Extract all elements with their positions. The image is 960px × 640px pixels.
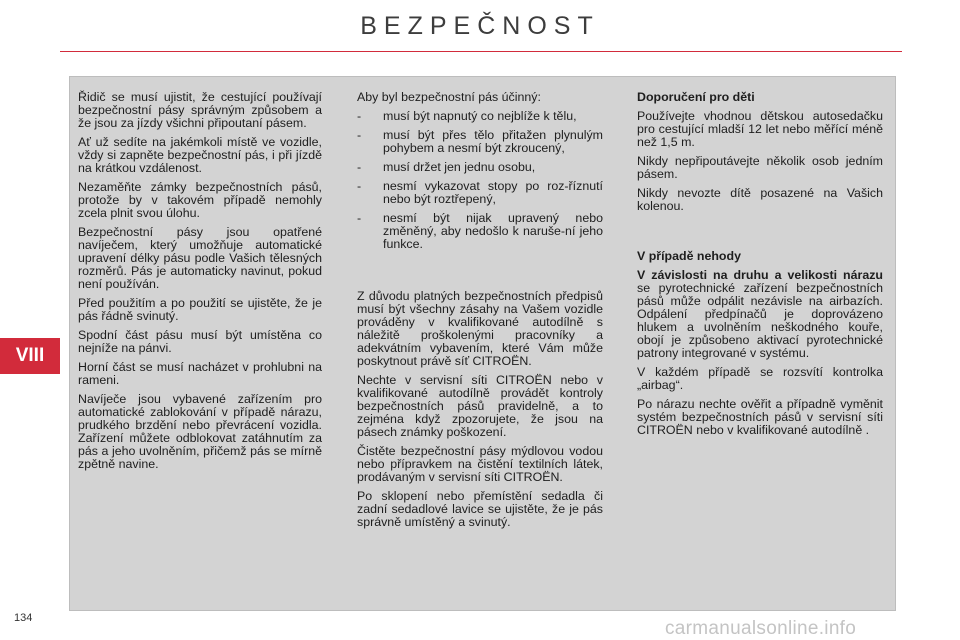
list-item-text: nesmí být nijak upravený nebo změněný, aby nedošlo k naruše-ní jeho funkce. bbox=[383, 211, 603, 251]
paragraph: Nikdy nevozte dítě posazené na Vašich kolenou. bbox=[637, 186, 883, 213]
paragraph: Používejte vhodnou dětskou autosedačku pro cestující mladší 12 let nebo měřící méně než 1,5 m. bbox=[637, 109, 883, 149]
section-heading-accident: V případě nehody bbox=[637, 249, 741, 263]
dash-bullet: - bbox=[357, 109, 362, 123]
paragraph bbox=[637, 269, 883, 360]
spacer bbox=[357, 257, 603, 290]
list-intro: Aby byl bezpečnostní pás účinný: bbox=[357, 90, 541, 104]
list-item-text: nesmí vykazovat stopy po roz-říznutí nebo být roztřepený, bbox=[383, 179, 603, 206]
list-item-text: musí držet jen jednu osobu, bbox=[383, 160, 536, 174]
dash-bullet: - bbox=[357, 179, 362, 193]
requirements-list bbox=[357, 110, 603, 251]
list-item bbox=[357, 110, 603, 123]
content-panel bbox=[69, 76, 896, 611]
column-left bbox=[78, 91, 322, 477]
paragraph: Po sklopení nebo přemístění sedadla či zadní sedadlové lavice se ujistěte, že je pás správně umístěný a svinutý. bbox=[357, 489, 603, 529]
paragraph: Horní část se musí nacházet v prohlubni na rameni. bbox=[78, 360, 322, 387]
dash-bullet: - bbox=[357, 128, 362, 142]
page-title: BEZPEČNOST bbox=[360, 12, 600, 40]
spacer bbox=[637, 219, 883, 250]
paragraph: Nikdy nepřipoutávejte několik osob jedním pásem. bbox=[637, 154, 883, 181]
paragraph: Po nárazu nechte ověřit a případně vyměnit systém bezpečnostních pásů v servisní síti CITROËN nebo v kvalifikované autodílně . bbox=[637, 397, 883, 437]
paragraph: Spodní část pásu musí být umístěna co nejníže na pánvi. bbox=[78, 328, 322, 355]
paragraph: Před použitím a po použití se ujistěte, že je pás řádně svinutý. bbox=[78, 296, 322, 323]
chapter-tab: VIII bbox=[0, 338, 60, 374]
paragraph: Z důvodu platných bezpečnostních předpisů musí být všechny zásahy na Vašem vozidle prováděny v kvalifikované autodílně s náležitě proškolenými pracovníky a adekvátním vybavením, které Vám může poskytnout právě síť CITROËN. bbox=[357, 289, 603, 368]
lead-rest-text: se pyrotechnické zařízení bezpečnostních pásů může odpálit nezávisle na airbazích. Odpálení předpínačů je doprovázeno hlukem a uvolněním neškodného kouře, obojí je způsobeno aktivací pyrotechnické patrony integrované v systému. bbox=[637, 281, 883, 360]
list-item bbox=[357, 212, 603, 251]
paragraph: Čistěte bezpečnostní pásy mýdlovou vodou nebo přípravkem na čistění textilních látek, prodávaným v servisní síti CITROËN. bbox=[357, 444, 603, 484]
watermark: carmanualsonline.info bbox=[665, 618, 857, 639]
list-item-text: musí být přes tělo přitažen plynulým pohybem a nesmí být zkroucený, bbox=[383, 128, 603, 155]
lead-bold-text: V závislosti na druhu a velikosti nárazu bbox=[637, 268, 883, 282]
title-divider bbox=[60, 51, 902, 52]
paragraph: Navíječe jsou vybavené zařízením pro automatické zablokování v případě nárazu, prudkého brzdění nebo převrácení vozidla. Zařízení můžete odblokovat zatáhnutím za pás a jeho uvolněním, přičemž pás se mírně zpětně navine. bbox=[78, 392, 322, 471]
page-number: 134 bbox=[14, 612, 33, 624]
column-middle bbox=[357, 91, 603, 535]
list-item-text: musí být napnutý co nejblíže k tělu, bbox=[383, 109, 577, 123]
dash-bullet: - bbox=[357, 160, 362, 174]
paragraph: Nezaměňte zámky bezpečnostních pásů, protože by v takovém případě nemohly zcela plnit svou úlohu. bbox=[78, 180, 322, 220]
paragraph: Řidič se musí ujistit, že cestující používají bezpečnostní pásy správným způsobem a že jsou za jízdy všichni připoutaní pásem. bbox=[78, 90, 322, 130]
paragraph: Nechte v servisní síti CITROËN nebo v kvalifikované autodílně provádět kontroly bezpečnostních pásů pravidelně, a to zejména když zpozorujete, že jsou na pásech známky poškození. bbox=[357, 373, 603, 439]
list-item bbox=[357, 180, 603, 206]
list-item bbox=[357, 161, 603, 174]
section-heading-children: Doporučení pro děti bbox=[637, 90, 755, 104]
paragraph: V každém případě se rozsvítí kontrolka „airbag“. bbox=[637, 365, 883, 392]
list-item bbox=[357, 129, 603, 155]
paragraph: Ať už sedíte na jakémkoli místě ve vozidle, vždy si zapněte bezpečnostní pás, i při jízdě na krátkou vzdálenost. bbox=[78, 135, 322, 175]
paragraph: Bezpečnostní pásy jsou opatřené navíječem, který umožňuje automatické upravení délky pásu podle Vašich tělesných rozměrů. Pás je automaticky navinut, pokud není používán. bbox=[78, 225, 322, 291]
dash-bullet: - bbox=[357, 211, 362, 225]
column-right bbox=[637, 91, 883, 443]
